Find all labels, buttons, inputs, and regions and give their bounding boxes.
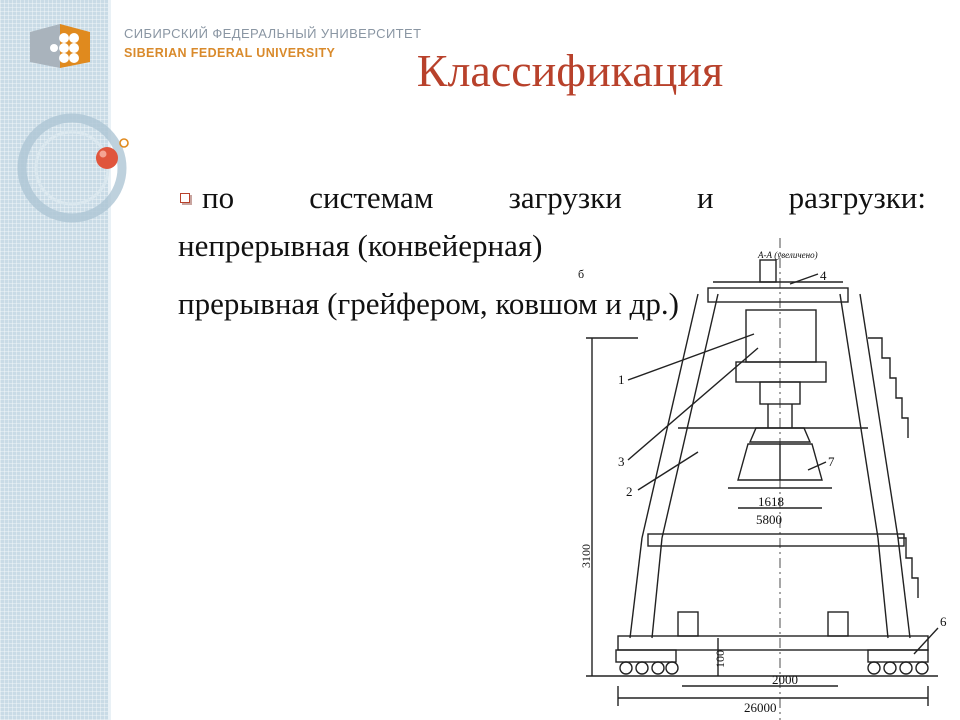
red-ball-icon <box>96 147 118 169</box>
callout-6: 6 <box>940 614 947 629</box>
callout-1: 1 <box>618 372 625 387</box>
callout-7: 7 <box>828 454 835 469</box>
dim-1618: 1618 <box>758 494 784 509</box>
dim-3100: 3100 <box>579 544 593 568</box>
bullet-word: разгрузки: <box>788 180 926 215</box>
callout-3: 3 <box>618 454 625 469</box>
bullet-word: загрузки <box>508 180 622 215</box>
bullet-word: системам <box>309 180 434 215</box>
slide-title: Классификация <box>416 45 724 96</box>
bullet-word: по <box>202 180 235 215</box>
bullet-text <box>178 180 926 216</box>
dim-26000: 26000 <box>744 700 777 715</box>
bullet-word: и <box>696 180 714 215</box>
university-name-en: SIBERIAN FEDERAL UNIVERSITY <box>124 46 336 60</box>
dim-2000: 2000 <box>772 672 798 687</box>
text-line-continuous: непрерывная (конвейерная) <box>178 228 543 263</box>
callout-2: 2 <box>626 484 633 499</box>
dim-100: 100 <box>713 650 727 668</box>
university-name-ru: СИБИРСКИЙ ФЕДЕРАЛЬНЫЙ УНИВЕРСИТЕТ <box>124 26 422 41</box>
label-b: б <box>578 267 585 281</box>
dim-5800: 5800 <box>756 512 782 527</box>
text-line-intermittent: прерывная (грейфером, ковшом и др.) <box>178 286 679 321</box>
callout-4: 4 <box>820 268 827 283</box>
caption-top: А-А (увеличено) <box>758 250 818 260</box>
